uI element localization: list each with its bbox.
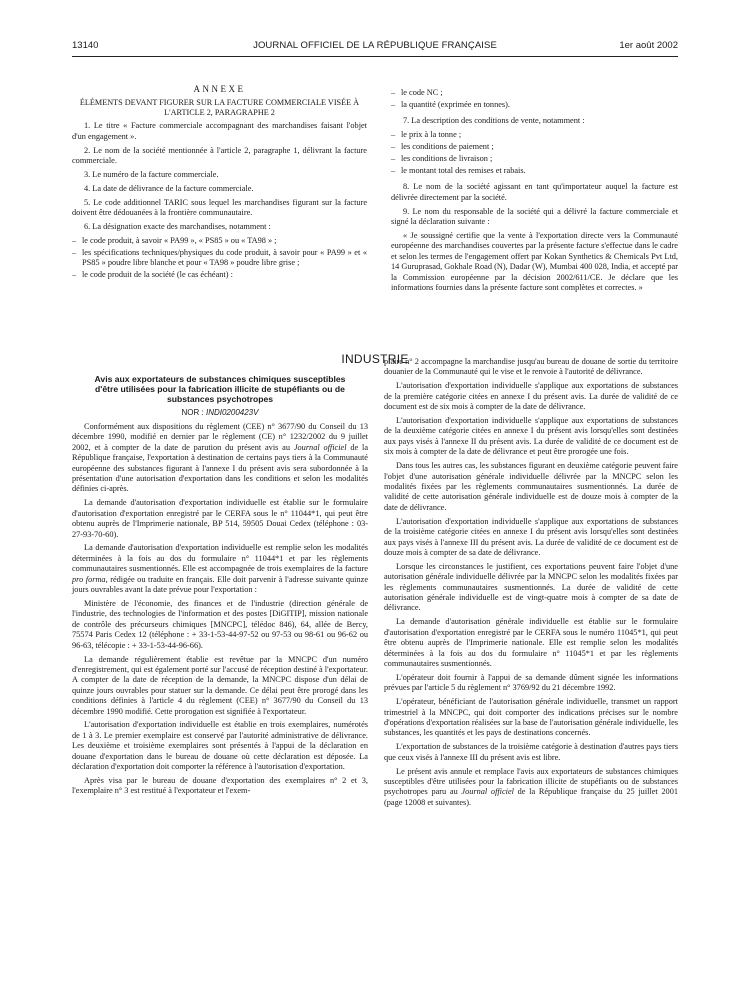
- avis-paragraph: La demande régulièrement établie est revêtue par la MNCPC d'un numéro d'enregistrement, qui est également porté sur l'accusé de réception destiné à l'exportateur. A compter de la date de réception de la demande, la MNCPC dispose d'un délai de quinze jours ouvrables pour statuer sur la demande. Ce délai peut être prorogé dans les conditions définies à l'article 4 du règlement (CEE) n° 3677/90 du Conseil du 13 décembre 1990 modifié. Cette prorogation est signifiée à l'exportateur.: [72, 654, 368, 716]
- issue-date: 1er août 2002: [619, 40, 678, 51]
- industrie-left-column: [72, 374, 368, 800]
- annex-dash-item: – le code produit, à savoir « PA99 », « PS85 » ou « TA98 » ;: [72, 236, 367, 246]
- avis-paragraph: Conformément aux dispositions du règlement (CEE) n° 3677/90 du Conseil du 13 décembre 1990, modifié en dernier par le règlement (CE) n° 1232/2002 du 9 juillet 2002, et à compter de la date de parution du présent avis au Journal officiel de la République française, l'exportation à destination de certains pays tiers à la Communauté européenne des substances figurant à l'annexe I du présent avis sera subordonnée à la présentation d'une autorisation d'exportation dans les conditions et selon les modalités définies ci-après.: [72, 422, 369, 494]
- annex-left-column: [72, 84, 367, 282]
- annex-dash-item: – le code produit de la société (le cas échéant) :: [72, 270, 367, 280]
- nor-reference: [72, 408, 368, 418]
- avis-paragraph: Le présent avis annule et remplace l'avis aux exportateurs de substances chimiques susceptibles d'être utilisées pour la fabrication illicite de stupéfiants ou de substances psychotropes paru au Journal officiel de la République française du 25 juillet 2001 (page 12008 et suivantes).: [384, 766, 679, 807]
- avis-title: Avis aux exportateurs de substances chimiques susceptibles d'être utilisées pour la fabrication illicite de stupéfiants ou de substances psychotropes: [94, 374, 346, 405]
- header-rule: [72, 56, 678, 57]
- page-number: 13140: [72, 40, 99, 51]
- section-title: INDUSTRIE: [341, 352, 409, 366]
- industrie-right-column: [384, 357, 678, 812]
- avis-paragraph: L'opérateur doit fournir à l'appui de sa demande dûment signée les informations prévues par l'article 5 du règlement n° 3769/92 du 21 décembre 1992.: [384, 672, 678, 693]
- annex-title: ANNEXE: [193, 84, 246, 94]
- annex-dash-item: – la quantité (exprimée en tonnes).: [391, 100, 678, 110]
- avis-paragraph: Ministère de l'économie, des finances et de l'industrie (direction générale de l'industrie, des technologies de l'information et des postes [DiGITIP], mission nationale de contrôle des précurseurs chimiques [MNCPC], télédoc 846), 64, allée de Bercy, 75574 Paris Cedex 12 (téléphone : + 33-1-53-44-97-52 ou 97-53 ou 98-61 ou 96-62 ou 96-63, télécopie : + 33-1-53-44-96-66).: [72, 599, 368, 650]
- annex-dash-item: – le montant total des remises et rabais.: [391, 166, 678, 176]
- annex-subtitle: ÉLÉMENTS DEVANT FIGURER SUR LA FACTURE COMMERCIALE VISÉE À L'ARTICLE 2, PARAGRAPHE 2: [79, 97, 360, 117]
- avis-paragraph: L'autorisation d'exportation individuelle s'applique aux exportations de substances de la deuxième catégorie citées en annexe I du présent avis lorsqu'elles sont destinées aux pays visés à l'annexe II du présent avis. La durée de validité de ce document est de six mois à compter de la date de délivrance et peut être prorogée une fois.: [384, 416, 678, 457]
- avis-paragraph: plaire n° 2 accompagne la marchandise jusqu'au bureau de douane de sortie du territoire douanier de la Communauté qui le vise et le renvoie à l'autorité de délivrance.: [384, 357, 678, 377]
- annex-right-column: [391, 88, 678, 297]
- avis-paragraph: Dans tous les autres cas, les substances figurant en deuxième catégorie peuvent faire l'objet d'une autorisation générale individuelle délivrée par la MNCPC selon les modalités fixées par les règlements communautaires susmentionnés. La durée de validité de cette autorisation générale individuelle est de douze mois à compter de la date de délivrance.: [384, 461, 678, 512]
- avis-paragraph: Après visa par le bureau de douane d'exportation des exemplaires n° 2 et 3, l'exemplaire n° 3 est restitué à l'exportateur et l'exem-: [72, 776, 368, 796]
- annex-dash-item: – le code NC ;: [391, 88, 678, 98]
- annex-item: 8. Le nom de la société agissant en tant qu'importateur auquel la facture est délivrée directement par la société.: [391, 182, 678, 202]
- declaration-text: « Je soussigné certifie que la vente à l'exportation directe vers la Communauté européenne des marchandises couvertes par la présente facture s'effectue dans le cadre et selon les termes de l'engagement offert par Kokan Synthetics & Chemicals Pvt Ltd, 14 Guruprasad, Gokhale Road (N), Dadar (W), Mumbai 400 028, India, et accepté par la Commission européenne par la décision 2002/611/CE. Je déclare que les informations fournies dans la présente facture sont complètes et correctes. »: [391, 230, 678, 292]
- annex-item: 1. Le titre « Facture commerciale accompagnant des marchandises faisant l'objet d'un engagement ».: [72, 121, 367, 141]
- avis-paragraph: La demande d'autorisation d'exportation individuelle est remplie selon les modalités déterminées à la fois au dos du formulaire n° 11044*1 et par les règlements communautaires susmentionnés. Elle est accompagnée de trois exemplaires de la facture pro forma, rédigée ou traduite en français. Elle doit parvenir à l'adresse suivante quinze jours ouvrables avant la date prévue pour l'exportation :: [72, 543, 368, 595]
- avis-paragraph: La demande d'autorisation générale individuelle est établie sur le formulaire d'autorisation d'exportation enregistré par le CERFA sous le numéro 11045*1, qui peut être obtenu auprès de l'Imprimerie nationale. Elle est remplie selon les modalités déterminées à la fois au dos du formulaire n° 11045*1 et par les règlements communautaires susmentionnés.: [384, 617, 678, 668]
- avis-paragraph: L'autorisation d'exportation individuelle est établie en trois exemplaires, numérotés de 1 à 3. Le premier exemplaire est conservé par l'autorité administrative de délivrance. Les deuxième et troisième exemplaires sont présentés à l'appui de la déclaration en douane d'exportation dans le bureau de douane où cette déclaration est déposée. La déclaration d'exportation doit comporter la référence à l'autorisation d'exportation.: [72, 720, 368, 772]
- page-header: [72, 40, 678, 54]
- avis-paragraph: L'autorisation d'exportation individuelle s'applique aux exportations de substances de la première catégorie citées en annexe I du présent avis. La durée de validité de ce document est de six mois à compter de la date de délivrance.: [384, 381, 678, 412]
- avis-paragraph: Lorsque les circonstances le justifient, ces exportations peuvent faire l'objet d'une autorisation générale individuelle délivrée par la MNCPC selon les modalités fixées par les règlements communautaires susmentionnés. La durée de validité de cette autorisation générale individuelle est de vingt-quatre mois à compter de sa date de délivrance.: [384, 561, 678, 613]
- annex-dash-item: – les conditions de livraison ;: [391, 154, 678, 164]
- journal-title: JOURNAL OFFICIEL DE LA RÉPUBLIQUE FRANÇAISE: [253, 40, 497, 51]
- annex-item: 3. Le numéro de la facture commerciale.: [84, 170, 219, 180]
- avis-paragraph: La demande d'autorisation d'exportation individuelle est établie sur le formulaire d'autorisation d'exportation enregistré par le CERFA sous le n° 11044*1, qui peut être obtenu auprès de l'Imprimerie nationale, BP 514, 59505 Douai Cedex (téléphone : 03-27-93-70-60).: [72, 498, 368, 539]
- avis-paragraph: L'exportation de substances de la troisième catégorie à destination d'autres pays tiers que ceux visés à l'annexe III du présent avis est libre.: [384, 742, 678, 762]
- annex-item: 2. Le nom de la société mentionnée à l'article 2, paragraphe 1, délivrant la facture commerciale.: [72, 145, 367, 166]
- annex-item: 4. La date de délivrance de la facture commerciale.: [84, 183, 254, 193]
- annex-item: 9. Le nom du responsable de la société qui a délivré la facture commerciale et signé la déclaration suivante :: [391, 206, 678, 227]
- annex-dash-item: – le prix à la tonne ;: [391, 130, 678, 140]
- nor-label: NOR :: [181, 408, 206, 418]
- avis-paragraph: L'autorisation d'exportation individuelle s'applique aux exportations de substances de la troisième catégorie citées en annexe I du présent avis lorsqu'elles sont destinées aux pays visés à l'annexe III du présent avis. La durée de validité de ce document est de douze mois à compter de sa date de délivrance.: [384, 516, 678, 557]
- annex-item: 5. Le code additionnel TARIC sous lequel les marchandises figurant sur la facture doivent être dédouanées à la frontière communautaire.: [72, 197, 367, 218]
- annex-item: 6. La désignation exacte des marchandises, notamment :: [84, 222, 271, 232]
- nor-value: INDI0200423V: [205, 408, 259, 418]
- annex-dash-item: – les spécifications techniques/physiques du code produit, à savoir pour « PA99 » et « PS85 » poudre libre blanche et pour « TA98 » poudre libre grise ;: [72, 248, 367, 269]
- annex-item: 7. La description des conditions de vente, notamment :: [403, 116, 585, 126]
- annex-dash-item: – les conditions de paiement ;: [391, 142, 678, 152]
- avis-paragraph: L'opérateur, bénéficiant de l'autorisation générale individuelle, transmet un rapport trimestriel à la MNCPC, qui doit comporter des indications précises sur le nombre d'opérations d'exportation réalisées sur la base de l'autorisation générale individuelle, les substances, les quantités et les pays de destinations concernés.: [384, 697, 678, 738]
